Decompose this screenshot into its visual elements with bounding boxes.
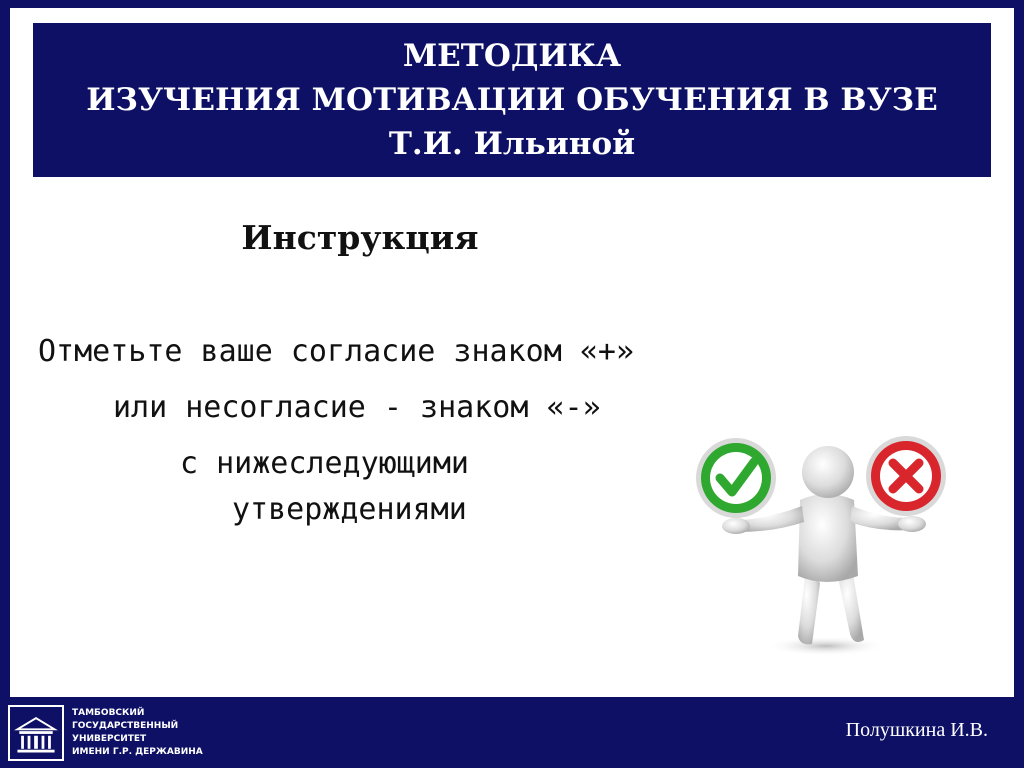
university-line-2: ГОСУДАРСТВЕННЫЙ — [72, 721, 179, 731]
university-line-3: УНИВЕРСИТЕТ — [72, 734, 147, 744]
title-line-3: Т.И. Ильиной — [388, 126, 636, 162]
university-name — [72, 707, 203, 759]
university-logo — [8, 705, 64, 761]
footer-bar — [0, 697, 1024, 768]
author-name: Полушкина И.В. — [845, 719, 988, 741]
body-line-1: Отметьте ваше согласие знаком «+» — [38, 334, 635, 369]
slide-title — [32, 22, 992, 178]
body-line-3: с нижеследующими — [180, 446, 469, 481]
check-icon — [696, 438, 776, 518]
university-line-4: ИМЕНИ Г.Р. ДЕРЖАВИНА — [72, 747, 203, 757]
university-line-1: ТАМБОВСКИЙ — [72, 708, 145, 718]
figure-illustration — [660, 418, 978, 658]
body-line-4: утверждениями — [232, 492, 467, 527]
title-line-1: МЕТОДИКА — [402, 38, 622, 74]
cross-icon — [866, 436, 946, 516]
title-line-2: ИЗУЧЕНИЯ МОТИВАЦИИ ОБУЧЕНИЯ В ВУЗЕ — [86, 82, 938, 118]
body-line-2: или несогласие - знаком «-» — [113, 390, 601, 425]
instruction-heading: Инструкция — [241, 218, 479, 257]
